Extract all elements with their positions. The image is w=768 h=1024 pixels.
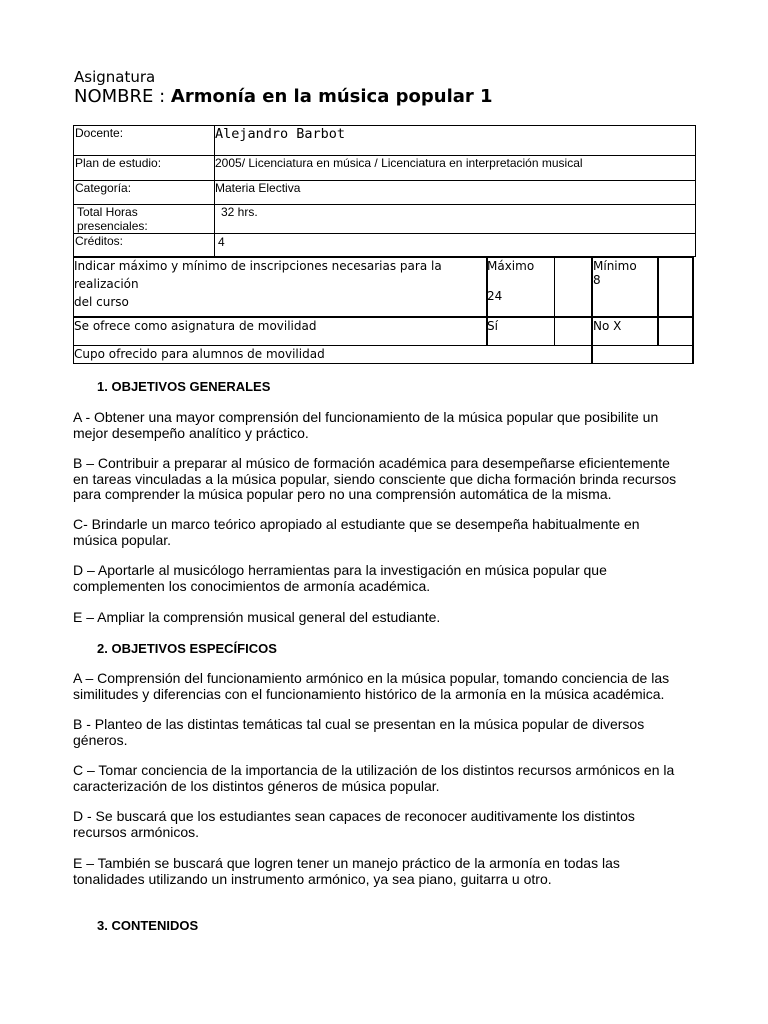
table-row (74, 126, 695, 156)
maximo-label: Máximo (487, 259, 535, 273)
inscripciones-line: del curso (74, 295, 129, 309)
creditos-value: 4 (218, 235, 225, 249)
course-info-table (73, 125, 696, 257)
table-row (74, 155, 695, 181)
section-heading-generales: 1. OBJETIVOS GENERALES (97, 379, 271, 394)
horas-label-line: presenciales: (77, 219, 148, 233)
objective-item (73, 717, 713, 748)
horas-label (77, 205, 148, 233)
objective-line: B – Contribuir a preparar al músico de formación académica para desempeñarse eficientemente (73, 455, 670, 471)
objective-line: A – Comprensión del funcionamiento armónico en la música popular, tomando conciencia de las (73, 670, 670, 686)
inscripciones-line: Indicar máximo y mínimo de inscripciones necesarias para la realización (74, 259, 442, 291)
objective-line: para comprender la música popular pero no una comprensión automática de la misma. (73, 486, 612, 502)
section-heading-contenidos: 3. CONTENIDOS (97, 918, 199, 933)
objective-item (73, 610, 713, 626)
objective-item (73, 856, 713, 887)
horas-label-line: Total Horas (77, 205, 138, 219)
horas-value: 32 hrs. (221, 205, 258, 219)
objective-line: C- Brindarle un marco teórico apropiado al estudiante que se desempeña habitualmente en (73, 516, 640, 532)
registration-table (73, 257, 694, 364)
objective-line: E – Ampliar la comprensión musical general del estudiante. (73, 609, 441, 625)
table-line (692, 257, 694, 364)
objective-line: mejor desempeño analítico y práctico. (73, 424, 309, 441)
si-label: Sí (487, 319, 498, 333)
movilidad-text: Se ofrece como asignatura de movilidad (74, 319, 317, 333)
objective-line: D – Aportarle al musicólogo herramientas para la investigación en música popular que (73, 562, 607, 578)
inscripciones-text (74, 257, 488, 311)
section-heading-especificos: 2. OBJETIVOS ESPECÍFICOS (97, 641, 277, 656)
objective-line: tonalidades utilizando un instrumento armónico, ya sea piano, guitarra u otro. (73, 870, 552, 887)
minimo-value: 8 (593, 273, 601, 287)
objective-line: D - Se buscará que los estudiantes sean capaces de reconocer auditivamente los distintos (73, 808, 635, 824)
table-row (74, 204, 695, 233)
course-title (74, 86, 493, 107)
objective-line: música popular. (73, 531, 172, 548)
table-row (74, 180, 695, 205)
objective-line: complementen los conocimientos de armonía académica. (73, 577, 431, 594)
objective-item (73, 410, 713, 441)
table-line (73, 363, 694, 364)
objective-line: similitudes y diferencias con el funcionamiento histórico de la armonía en la música académica. (73, 685, 665, 702)
objective-line: A - Obtener una mayor comprensión del funcionamiento de la música popular que posibilite un (73, 409, 659, 425)
objective-line: en tareas vinculadas a la música popular, siendo consciente que dicha formación brinda recursos (73, 470, 677, 487)
course-name: Armonía en la música popular 1 (170, 86, 493, 107)
plan-label: Plan de estudio: (75, 156, 162, 170)
objective-line: E – También se buscará que logren tener un manejo práctico de la armonía en todas las (73, 855, 620, 871)
table-row (74, 233, 695, 258)
creditos-label: Créditos: (75, 234, 124, 248)
table-line (657, 257, 659, 346)
docente-value: Alejandro Barbot (215, 126, 346, 142)
objective-item (73, 671, 713, 702)
docente-label: Docente: (75, 126, 124, 140)
no-label: No X (593, 319, 622, 333)
objective-item (73, 456, 713, 503)
plan-value: 2005/ Licenciatura en música / Licenciatura en interpretación musical (215, 156, 583, 170)
objective-line: caracterización de los distintos géneros de música popular. (73, 777, 440, 794)
minimo-label: Mínimo (593, 259, 637, 273)
subject-label: Asignatura (74, 68, 156, 86)
objective-line: géneros. (73, 731, 128, 748)
objective-item (73, 809, 713, 840)
cupo-text: Cupo ofrecido para alumnos de movilidad (74, 347, 325, 361)
table-line (554, 257, 555, 346)
categoria-label: Categoría: (75, 181, 132, 195)
objective-line: B - Planteo de las distintas temáticas tal cual se presentan en la música popular de diversos (73, 716, 645, 732)
name-prefix: NOMBRE : (74, 86, 171, 107)
objective-item (73, 517, 713, 548)
objective-line: recursos armónicos. (73, 823, 200, 840)
objective-item (73, 763, 713, 794)
objective-item (73, 563, 713, 594)
maximo-value: 24 (487, 289, 503, 303)
categoria-value: Materia Electiva (215, 181, 301, 195)
objective-line: C – Tomar conciencia de la importancia de la utilización de los distintos recursos armónicos en la (73, 762, 675, 778)
